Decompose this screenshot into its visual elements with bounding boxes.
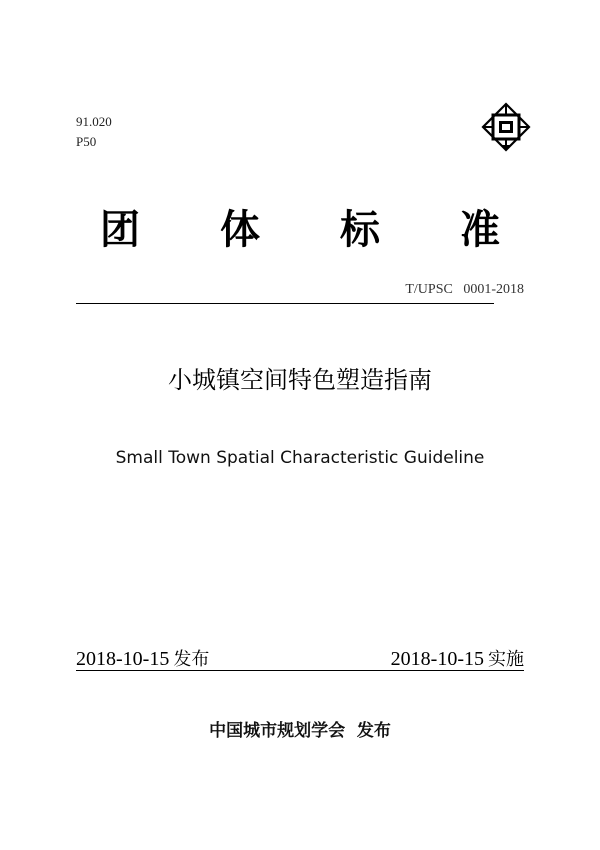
implement-label: 实施 (488, 649, 524, 670)
standard-code-prefix: T/UPSC (405, 282, 453, 297)
standard-logo-icon (481, 102, 531, 152)
footer-divider (76, 670, 524, 671)
publish-date-block (76, 645, 209, 671)
publish-label: 发布 (173, 649, 210, 670)
title-english: Small Town Spatial Characteristic Guideline (115, 448, 485, 468)
standard-type-char: 体 (220, 207, 260, 253)
publish-date: 2018-10-15 (76, 648, 170, 670)
standard-type-char: 标 (340, 207, 380, 253)
standard-code (405, 282, 524, 298)
standard-code-number: 0001-2018 (463, 282, 524, 297)
classification-codes (76, 112, 112, 152)
header-divider (76, 303, 494, 304)
publisher: 中国城市规划学会 发布 (209, 721, 391, 741)
ics-code: 91.020 (76, 114, 112, 129)
standard-type-char: 团 (100, 207, 140, 253)
standard-type-heading (100, 198, 500, 255)
title-chinese: 小城镇空间特色塑造指南 (168, 366, 432, 394)
implement-date-block (391, 645, 524, 671)
implement-date: 2018-10-15 (390, 648, 484, 670)
ccs-code: P50 (76, 134, 97, 149)
standard-type-char: 准 (460, 207, 500, 253)
